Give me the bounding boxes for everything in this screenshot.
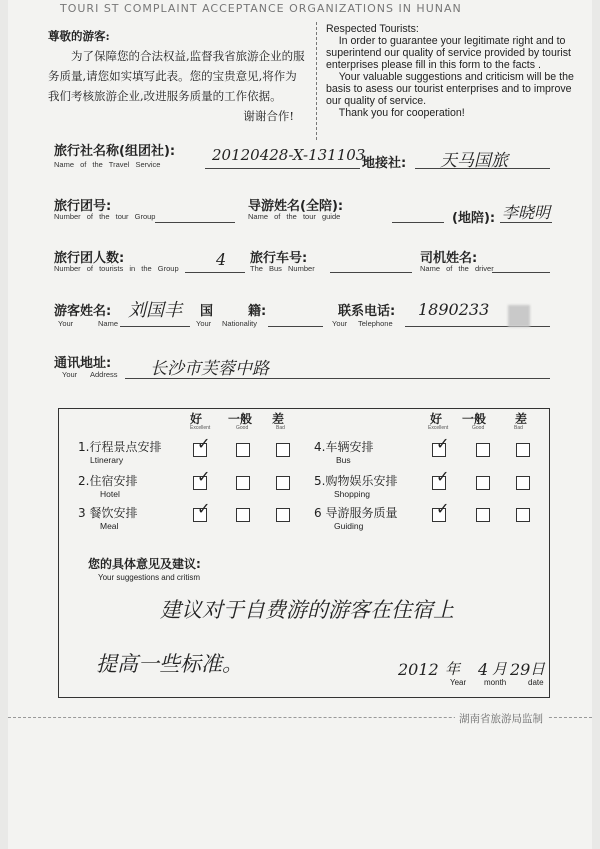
address-line [125, 378, 550, 379]
address-en1: Your [62, 370, 78, 379]
telephone-en1: Your [332, 319, 348, 328]
tourists-count-line [185, 272, 245, 273]
intro-cn-greeting: 尊敬的游客: [48, 29, 110, 43]
date-nian: 年 [445, 660, 461, 678]
telephone-label: 联系电话: [338, 304, 396, 319]
travel-service-en: Name of the Travel Service [54, 160, 161, 169]
rating-item-guiding: 6 导游服务质量 [314, 506, 398, 520]
rating-item-hotel-en: Hotel [100, 489, 120, 499]
driver-label: 司机姓名: [420, 251, 478, 266]
tourists-count-value[interactable]: 4 [216, 250, 227, 269]
checkbox-bus-poor[interactable] [516, 443, 530, 457]
check-mark-hotel: ✓ [197, 467, 211, 486]
driver-line [492, 272, 550, 273]
intro-en-greeting: Respected Tourists: [326, 23, 419, 35]
guide-value[interactable]: 李晓明 [502, 203, 551, 222]
bus-number-label: 旅行车号: [250, 251, 308, 266]
intro-divider [316, 22, 317, 140]
date-ri: 日 [530, 660, 546, 678]
rating-item-itinerary: 1.行程景点安排 [78, 440, 162, 454]
suggestion-text-line-1[interactable]: 建议对于自费游的游客在住宿上 [160, 598, 454, 622]
address-en2: Address [90, 370, 118, 379]
your-name-label: 游客姓名: [54, 304, 112, 319]
rating-header-average-en-right: Good [472, 425, 485, 431]
rating-header-poor-en-left: Bad [276, 425, 285, 431]
bus-number-en: The Bus Number [250, 264, 315, 273]
rating-header-average-left: 一般 [228, 412, 253, 426]
check-mark-meal: ✓ [197, 499, 211, 518]
rating-header-poor-right: 差 [515, 412, 528, 426]
checkbox-hotel-average[interactable] [236, 476, 250, 490]
tour-group-line [155, 222, 235, 223]
telephone-en2: Telephone [358, 319, 393, 328]
address-label: 通讯地址: [54, 356, 112, 371]
rating-header-good-en-right: Excellent [428, 425, 449, 431]
rating-header-poor-en-right: Bad [514, 425, 523, 431]
local-guide-label: (地陪): [452, 211, 496, 226]
intro-cn-thanks: 谢谢合作! [243, 109, 294, 123]
tour-group-label: 旅行团号: [54, 199, 112, 214]
intro-english [326, 23, 576, 119]
tourists-count-en: Number of tourists in the Group [54, 264, 179, 273]
checkbox-meal-average[interactable] [236, 508, 250, 522]
intro-en-p1: In order to guarantee your legitimate right and to superintend our quality of service provided by tourist enterprises please fill in this form to the facts . [326, 35, 571, 71]
guide-en: Name of the tour guide [248, 212, 341, 221]
check-mark-shopping: ✓ [436, 467, 450, 486]
checkbox-guiding-poor[interactable] [516, 508, 530, 522]
rating-header-average-en-left: Good [236, 425, 249, 431]
rating-item-guiding-en: Guiding [334, 521, 364, 531]
date-month-en: month [484, 678, 507, 687]
checkbox-hotel-poor[interactable] [276, 476, 290, 490]
local-guide-line [500, 222, 552, 223]
rating-item-meal-en: Meal [100, 521, 119, 531]
nationality-line [268, 326, 323, 327]
date-month[interactable]: 4 [478, 660, 489, 679]
rating-header-good-en-left: Excellent [190, 425, 211, 431]
your-name-en2: Name [98, 319, 119, 328]
check-mark-itinerary: ✓ [197, 434, 211, 453]
nationality-label-1: 国 [200, 304, 214, 319]
rating-item-bus-en: Bus [336, 455, 351, 465]
rating-header-good-right: 好 [430, 412, 443, 426]
date-day[interactable]: 29 [510, 660, 531, 679]
travel-service-line [205, 168, 360, 169]
suggestion-text-line-2[interactable]: 提高一些标准。 [96, 652, 243, 676]
rating-header-good-left: 好 [190, 412, 203, 426]
nationality-en1: Your [196, 319, 212, 328]
checkbox-meal-poor[interactable] [276, 508, 290, 522]
redaction-blur [508, 305, 530, 327]
nationality-en2: Nationality [222, 319, 258, 328]
suggestions-label: 您的具体意见及建议: [88, 557, 201, 571]
date-year[interactable]: 2012 [398, 660, 439, 679]
issuer-footer: 湖南省旅游局监制 [455, 711, 547, 726]
intro-chinese [48, 26, 308, 126]
rating-header-average-right: 一般 [462, 412, 487, 426]
nationality-label-2: 籍: [248, 304, 267, 319]
driver-en: Name of the driver [420, 264, 494, 273]
form-banner: TOURI ST COMPLAINT ACCEPTANCE ORGANIZATIONS IN HUNAN [60, 2, 462, 15]
local-agency-label: 地接社: [362, 156, 407, 171]
local-agency-value[interactable]: 天马国旅 [440, 151, 508, 171]
rating-item-bus: 4.车辆安排 [314, 440, 374, 454]
your-name-en1: Your [58, 319, 74, 328]
tourists-count-label: 旅行团人数: [54, 251, 125, 266]
guide-label: 导游姓名(全陪): [248, 199, 344, 214]
travel-service-label: 旅行社名称(组团社): [54, 144, 176, 159]
intro-en-p3: Thank you for cooperation! [338, 107, 465, 119]
checkbox-shopping-poor[interactable] [516, 476, 530, 490]
your-name-line [120, 326, 190, 327]
date-date-en: date [528, 678, 544, 687]
rating-header-poor-left: 差 [272, 412, 285, 426]
checkbox-guiding-average[interactable] [476, 508, 490, 522]
rating-item-meal: 3 餐饮安排 [78, 506, 138, 520]
telephone-value[interactable]: 1890233 [418, 300, 490, 319]
date-year-en: Year [450, 678, 467, 687]
rating-item-hotel: 2.住宿安排 [78, 474, 138, 488]
check-mark-guiding: ✓ [436, 499, 450, 518]
guide-line [392, 222, 444, 223]
intro-en-p2: Your valuable suggestions and criticism will be the basis to asess our tourist enterprises and to improve our quality of service. [326, 71, 574, 107]
travel-service-value[interactable]: 20120428-X-131103 [212, 146, 366, 164]
checkbox-itinerary-poor[interactable] [276, 443, 290, 457]
address-value[interactable]: 长沙市芙蓉中路 [150, 359, 269, 379]
intro-cn-body: 为了保障您的合法权益,监督我省旅游企业的服务质量,请您如实填写此表。您的宝贵意见,将作为我们考核旅游企业,改进服务质量的工作依据。 [48, 49, 305, 103]
tour-group-en: Number of the tour Group [54, 212, 156, 221]
suggestions-en: Your suggestions and critism [98, 573, 200, 582]
rating-item-shopping-en: Shopping [334, 489, 370, 499]
rating-item-itinerary-en: Ltinerary [90, 455, 124, 465]
checkbox-itinerary-average[interactable] [236, 443, 250, 457]
rating-item-shopping: 5.购物娱乐安排 [314, 474, 398, 488]
local-agency-line [415, 168, 550, 169]
checkbox-bus-average[interactable] [476, 443, 490, 457]
your-name-value[interactable]: 刘国丰 [128, 300, 182, 321]
date-yue: 月 [492, 660, 508, 678]
bus-number-line [330, 272, 412, 273]
check-mark-bus: ✓ [436, 434, 450, 453]
checkbox-shopping-average[interactable] [476, 476, 490, 490]
